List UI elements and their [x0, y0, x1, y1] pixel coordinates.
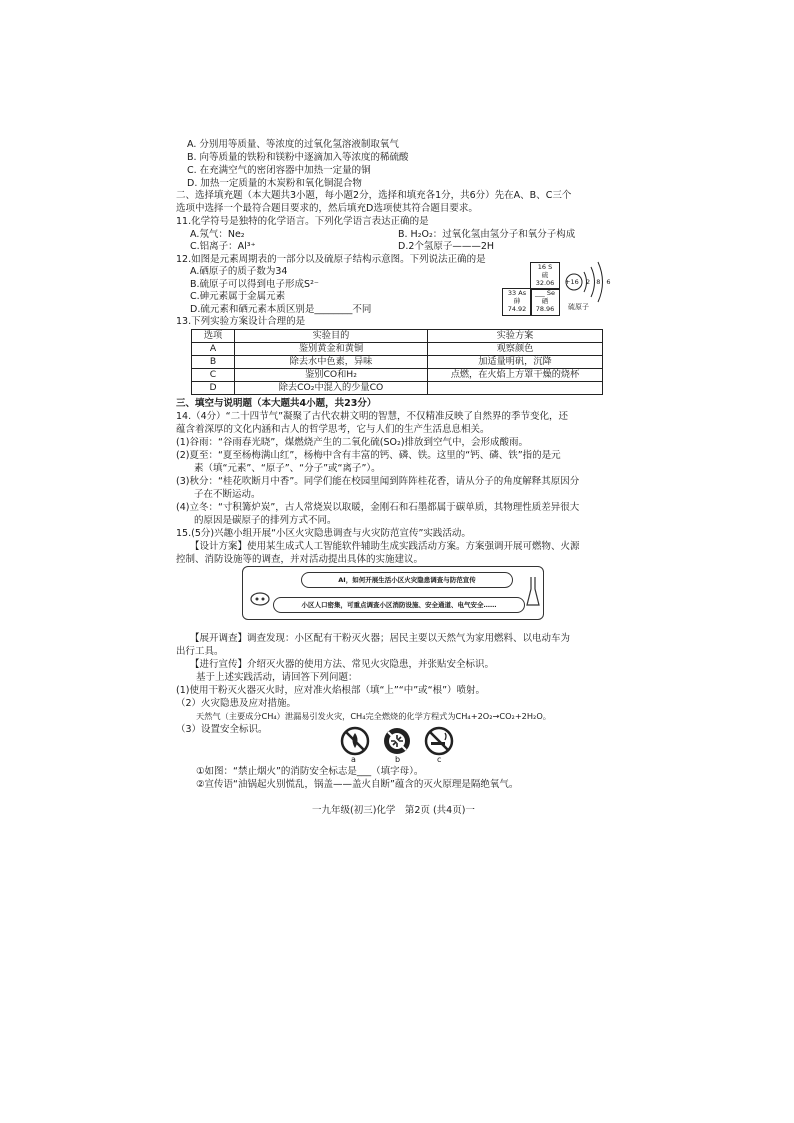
- q15-part2: （2）火灾隐患及应对措施。: [176, 698, 297, 709]
- q10-option-d: D. 加热一定质量的木炭粉和氧化铜混合物: [187, 178, 362, 189]
- q14-part2-line1: (2)夏至：“夏至杨梅满山红”，杨梅中含有丰富的钙、磷、铁。这里的“钙、磷、铁”指的是元: [176, 450, 561, 461]
- table-row: [192, 356, 603, 369]
- sulfur-name: 硫: [541, 271, 549, 279]
- table-row: [192, 369, 603, 382]
- row-a-plan: 观察颜色: [428, 343, 603, 356]
- q12-stem: 12.如图是元素周期表的一部分以及硫原子结构示意图。下列说法正确的是: [176, 254, 486, 265]
- row-b-plan: 加适量明矾，沉降: [428, 356, 603, 369]
- row-b-purpose: 除去水中色素，异味: [235, 356, 428, 369]
- page-footer: 一九年级(初三)化学 第2页 (共4页)一: [312, 805, 475, 816]
- q12-option-d: D.硫元素和硒元素本质区别是________不同: [190, 304, 372, 315]
- row-c-plan: 点燃，在火焰上方罩干燥的烧杯: [428, 369, 603, 382]
- selenium-symbol: Se: [546, 289, 555, 297]
- sulfur-symbol: S: [548, 263, 553, 271]
- q15-design-line2: 控制、消防设施等的调查，并对活动提出具体的实施建议。: [176, 554, 424, 565]
- q10-option-b: B. 向等质量的铁粉和镁粉中逐滴加入等浓度的稀硫酸: [187, 152, 409, 163]
- ai-prompt-bubble: AI，如何开展生活小区火灾隐患调查与防范宣传: [301, 572, 513, 588]
- sulfur-mass: 32.06: [535, 279, 555, 287]
- q15-based-on: 基于上述实践活动，请回答下列问题：: [196, 672, 358, 683]
- q11-stem: 11.化学符号是独特的化学语言。下列化学语言表达正确的是: [176, 216, 429, 227]
- q15-slogan-question: ②宣传语“油锅起火别慌乱，锅盖——盖火自断”蕴含的灭火原理是隔绝氧气。: [196, 779, 519, 790]
- no-smoking-sign-icon: [424, 726, 454, 756]
- sign-label-a: a: [351, 755, 356, 764]
- header-option: 选项: [192, 330, 235, 343]
- q15-survey-line2: 出行工具。: [176, 646, 224, 657]
- q12-option-b: B.硫原子可以得到电子形成S²⁻: [190, 279, 319, 290]
- q15-sign-question: ①如图：“禁止烟火”的消防安全标志是___（填字母）。: [196, 766, 424, 777]
- row-c-purpose: 鉴别CO和H₂: [235, 369, 428, 382]
- q14-part3-line1: (3)秋分：“桂花吹断月中香”。同学们能在校园里闻到阵阵桂花香，请从分子的角度解释其原因分: [176, 476, 580, 487]
- sign-label-b: b: [395, 755, 401, 764]
- q15-promotion: 【进行宣传】介绍灭火器的使用方法、常见火灾隐患，并张贴安全标识。: [190, 659, 495, 670]
- q15-part1: (1)使用干粉灭火器灭火时，应对准火焰根部（填“上”“中”或“根”）喷射。: [176, 685, 485, 696]
- row-d-purpose: 除去CO₂中混入的少量CO: [235, 382, 428, 395]
- section2-heading-line2: 选项中选择一个最符合题目要求的，然后填充D选项使其符合题目要求。: [176, 203, 478, 214]
- q14-part2-line2: 素（填“元素”、“原子”、“分子”或“离子”）。: [194, 463, 381, 474]
- q15-design-line1: 【设计方案】使用某生成式人工智能软件辅助生成实践活动方案。方案强调开展可燃物、火源: [190, 541, 580, 552]
- atom-label: 硫原子: [568, 303, 589, 311]
- periodic-cell-sulfur: [530, 262, 560, 290]
- q15-part2-detail: 天然气（主要成分CH₄）泄漏易引发火灾，CH₄完全燃烧的化学方程式为CH₄+2O₂→CO₂+2H₂O。: [196, 711, 551, 721]
- q14-part3-line2: 子在不断运动。: [194, 489, 261, 500]
- q11-option-c: C.铝离子：Al³⁺: [190, 241, 256, 252]
- q11-option-b: B. H₂O₂：过氧化氢由氢分子和氧分子构成: [398, 229, 576, 240]
- q15-part3: （3）设置安全标识。: [176, 724, 268, 735]
- header-plan: 实验方案: [428, 330, 603, 343]
- ai-reply-bubble: 小区人口密集，可重点调查小区消防设施、安全通道、电气安全……: [273, 597, 525, 613]
- arsenic-name: 砷: [513, 297, 521, 305]
- selenium-mass: 78.96: [535, 305, 555, 313]
- q14-part1: (1)谷雨：“谷雨春光晓”，煤燃烧产生的二氧化硫(SO₂)排放到空气中，会形成酸雨。: [176, 437, 529, 448]
- row-c-option: C: [192, 369, 235, 382]
- q11-option-d: D.2个氢原子———2H: [398, 241, 495, 252]
- q15-intro: 15.(5分)兴趣小组开展“小区火灾隐患调查与火灾防范宣传”实践活动。: [176, 528, 471, 539]
- q12-option-c: C.砷元素属于金属元素: [190, 291, 286, 302]
- q13-stem: 13.下列实验方案设计合理的是: [176, 316, 306, 327]
- ai-dialog-banner: [242, 566, 544, 620]
- table-row: [192, 343, 603, 356]
- nucleus-charge: +16: [565, 278, 579, 286]
- periodic-cell-arsenic: [502, 288, 532, 316]
- table-row: [192, 382, 603, 395]
- table-header-row: [192, 330, 603, 343]
- arsenic-mass: 74.92: [507, 305, 527, 313]
- header-purpose: 实验目的: [235, 330, 428, 343]
- q11-option-a: A.氖气：Ne₂: [190, 229, 245, 240]
- sulfur-number: 16: [537, 263, 547, 271]
- robot-icon: [249, 589, 271, 607]
- row-b-option: B: [192, 356, 235, 369]
- q10-option-a: A. 分别用等质量、等浓度的过氧化氢溶液制取氧气: [187, 139, 399, 150]
- row-a-option: A: [192, 343, 235, 356]
- row-d-option: D: [192, 382, 235, 395]
- q14-intro-line2: 蕴含着深厚的文化内涵和古人的哲学思考，它与人们的生产生活息息相关。: [176, 424, 490, 435]
- q14-intro-line1: 14.（4分）“二十四节气”凝聚了古代农耕文明的智慧，不仅精准反映了自然界的季节变化，还: [176, 411, 568, 422]
- row-a-purpose: 鉴别黄金和黄铜: [235, 343, 428, 356]
- arsenic-number: 33: [507, 289, 517, 297]
- arsenic-symbol: As: [518, 289, 527, 297]
- electron-shells: 2 8 6: [586, 278, 613, 286]
- q12-option-a: A.硒原子的质子数为34: [190, 266, 288, 277]
- selenium-name: 硒: [541, 297, 549, 305]
- section2-heading-line1: 二、选择填充题（本大题共3小题，每小题2分，选择和填充各1分，共6分）先在A、B、C三个: [176, 190, 572, 201]
- row-d-plan: [428, 382, 603, 395]
- periodic-cell-selenium: ___ Se 硒 78.96: [530, 288, 560, 316]
- no-fire-sign-icon: [340, 726, 370, 756]
- no-fireworks-sign-icon: [382, 726, 412, 756]
- section3-heading: 三、填空与说明题（本大题共4小题，共23分）: [176, 398, 377, 409]
- q14-part4-line1: (4)立冬：“寸积篝炉炭”，古人常烧炭以取暖，金刚石和石墨都属于碳单质，其物理性质差异很大: [176, 502, 580, 513]
- flask-icon: [526, 575, 540, 609]
- q14-part4-line2: 的原因是碳原子的排列方式不同。: [194, 515, 337, 526]
- experiment-table: [191, 329, 603, 395]
- q10-option-c: C. 在充满空气的密闭容器中加热一定量的铜: [187, 165, 371, 176]
- q15-survey-line1: 【展开调查】调查发现：小区配有干粉灭火器；居民主要以天然气为家用燃料、以电动车为: [190, 633, 571, 644]
- sign-label-c: c: [437, 755, 442, 764]
